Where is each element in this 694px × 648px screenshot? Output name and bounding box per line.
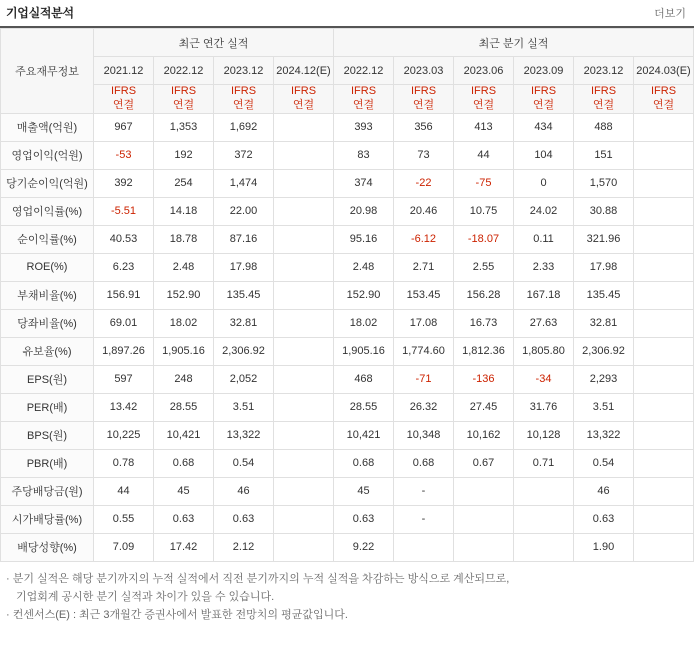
ifrs-header-9: IFRS 연결 (634, 85, 694, 114)
note-line-1: 기업회계 공시한 분기 실적과 차이가 있을 수 있습니다. (16, 590, 275, 603)
row-label: 시가배당률(%) (1, 505, 94, 533)
row-label: 매출액(억원) (1, 113, 94, 141)
cell-value (634, 337, 694, 365)
cell-value: 2,052 (214, 365, 274, 393)
cell-value: - (394, 477, 454, 505)
ifrs-header-row (1, 85, 694, 114)
cell-value: 392 (94, 169, 154, 197)
cell-value: 10,128 (514, 421, 574, 449)
row-label: 순이익률(%) (1, 225, 94, 253)
table-row (1, 533, 694, 561)
cell-value: -6.12 (394, 225, 454, 253)
cell-value: 24.02 (514, 197, 574, 225)
cell-value: 1,692 (214, 113, 274, 141)
cell-value (454, 477, 514, 505)
cell-value: 13.42 (94, 393, 154, 421)
cell-value (634, 421, 694, 449)
row-label: 배당성향(%) (1, 533, 94, 561)
cell-value (274, 365, 334, 393)
cell-value (634, 309, 694, 337)
cell-value: 46 (214, 477, 274, 505)
row-label: 영업이익률(%) (1, 197, 94, 225)
ifrs-header-1: IFRS 연결 (154, 85, 214, 114)
cell-value: 87.16 (214, 225, 274, 253)
cell-value: 1,353 (154, 113, 214, 141)
table-row (1, 281, 694, 309)
cell-value (634, 141, 694, 169)
cell-value (274, 141, 334, 169)
cell-value (274, 169, 334, 197)
cell-value (514, 505, 574, 533)
table-row (1, 505, 694, 533)
cell-value (454, 505, 514, 533)
table-row (1, 141, 694, 169)
cell-value: 1,905.16 (154, 337, 214, 365)
cell-value: 1,805.80 (514, 337, 574, 365)
cell-value: 1,812.36 (454, 337, 514, 365)
period-header-5: 2023.03 (394, 57, 454, 85)
table-row (1, 365, 694, 393)
cell-value: 3.51 (214, 393, 274, 421)
cell-value: 597 (94, 365, 154, 393)
cell-value: 44 (454, 141, 514, 169)
cell-value: 10,421 (154, 421, 214, 449)
ifrs-header-0: IFRS 연결 (94, 85, 154, 114)
corner-label: 주요재무정보 (1, 29, 94, 114)
cell-value: 73 (394, 141, 454, 169)
cell-value: 1,474 (214, 169, 274, 197)
cell-value: 28.55 (334, 393, 394, 421)
row-label: 부채비율(%) (1, 281, 94, 309)
row-label: 영업이익(억원) (1, 141, 94, 169)
cell-value: 0.63 (574, 505, 634, 533)
row-label: ROE(%) (1, 253, 94, 281)
cell-value: 28.55 (154, 393, 214, 421)
cell-value: 153.45 (394, 281, 454, 309)
cell-value: 16.73 (454, 309, 514, 337)
cell-value: -75 (454, 169, 514, 197)
cell-value: 356 (394, 113, 454, 141)
cell-value: 45 (334, 477, 394, 505)
cell-value (514, 477, 574, 505)
cell-value: 2.48 (334, 253, 394, 281)
cell-value: 2.55 (454, 253, 514, 281)
cell-value (274, 281, 334, 309)
ifrs-header-4: IFRS 연결 (334, 85, 394, 114)
period-header-1: 2022.12 (154, 57, 214, 85)
cell-value: 0 (514, 169, 574, 197)
note-line-2: · 컨센서스(E) : 최근 3개월간 증권사에서 발표한 전망치의 평균값입니다. (6, 608, 348, 621)
cell-value: 0.63 (154, 505, 214, 533)
table-row (1, 477, 694, 505)
cell-value: 46 (574, 477, 634, 505)
cell-value: 10,225 (94, 421, 154, 449)
cell-value: 374 (334, 169, 394, 197)
cell-value: 6.23 (94, 253, 154, 281)
table-row (1, 309, 694, 337)
cell-value: 20.98 (334, 197, 394, 225)
group-header-row (1, 29, 694, 57)
cell-value: 13,322 (214, 421, 274, 449)
table-row (1, 421, 694, 449)
cell-value: 2.71 (394, 253, 454, 281)
cell-value: 413 (454, 113, 514, 141)
ifrs-header-6: IFRS 연결 (454, 85, 514, 114)
cell-value: 167.18 (514, 281, 574, 309)
cell-value: 45 (154, 477, 214, 505)
cell-value (274, 337, 334, 365)
cell-value: 151 (574, 141, 634, 169)
cell-value: 32.81 (574, 309, 634, 337)
cell-value (634, 113, 694, 141)
cell-value (634, 533, 694, 561)
cell-value (274, 197, 334, 225)
cell-value: 18.78 (154, 225, 214, 253)
cell-value: 434 (514, 113, 574, 141)
cell-value: 1,570 (574, 169, 634, 197)
table-row (1, 225, 694, 253)
cell-value: 1.90 (574, 533, 634, 561)
period-header-2: 2023.12 (214, 57, 274, 85)
cell-value: 0.63 (334, 505, 394, 533)
cell-value: 254 (154, 169, 214, 197)
cell-value: 0.11 (514, 225, 574, 253)
cell-value: 2,306.92 (574, 337, 634, 365)
cell-value: 44 (94, 477, 154, 505)
cell-value: 18.02 (154, 309, 214, 337)
cell-value: 7.09 (94, 533, 154, 561)
cell-value: 83 (334, 141, 394, 169)
cell-value: -18.07 (454, 225, 514, 253)
cell-value: -53 (94, 141, 154, 169)
table-row (1, 169, 694, 197)
cell-value: 32.81 (214, 309, 274, 337)
ifrs-header-3: IFRS 연결 (274, 85, 334, 114)
table-notes (0, 562, 694, 628)
cell-value (634, 169, 694, 197)
cell-value: - (394, 505, 454, 533)
cell-value (274, 449, 334, 477)
cell-value: 17.08 (394, 309, 454, 337)
cell-value: -136 (454, 365, 514, 393)
cell-value (274, 533, 334, 561)
cell-value: 2,293 (574, 365, 634, 393)
cell-value: 22.00 (214, 197, 274, 225)
cell-value: 69.01 (94, 309, 154, 337)
cell-value (634, 477, 694, 505)
table-row (1, 393, 694, 421)
table-row (1, 253, 694, 281)
cell-value: -5.51 (94, 197, 154, 225)
cell-value (394, 533, 454, 561)
cell-value: 17.98 (574, 253, 634, 281)
cell-value: 156.28 (454, 281, 514, 309)
group-header-annual: 최근 연간 실적 (94, 29, 334, 57)
cell-value (634, 225, 694, 253)
cell-value: 0.68 (394, 449, 454, 477)
period-header-7: 2023.09 (514, 57, 574, 85)
cell-value (274, 113, 334, 141)
row-label: 당기순이익(억원) (1, 169, 94, 197)
row-label: BPS(원) (1, 421, 94, 449)
cell-value: 1,774.60 (394, 337, 454, 365)
ifrs-header-2: IFRS 연결 (214, 85, 274, 114)
cell-value: 18.02 (334, 309, 394, 337)
cell-value: -34 (514, 365, 574, 393)
cell-value: 1,897.26 (94, 337, 154, 365)
cell-value: 0.67 (454, 449, 514, 477)
cell-value: 40.53 (94, 225, 154, 253)
cell-value: -22 (394, 169, 454, 197)
cell-value: 135.45 (574, 281, 634, 309)
cell-value: 372 (214, 141, 274, 169)
cell-value (274, 477, 334, 505)
cell-value: 30.88 (574, 197, 634, 225)
cell-value: 468 (334, 365, 394, 393)
cell-value: 2,306.92 (214, 337, 274, 365)
cell-value: 10.75 (454, 197, 514, 225)
cell-value: 967 (94, 113, 154, 141)
cell-value: 20.46 (394, 197, 454, 225)
cell-value: 3.51 (574, 393, 634, 421)
cell-value (634, 197, 694, 225)
period-header-3: 2024.12(E) (274, 57, 334, 85)
cell-value: 156.91 (94, 281, 154, 309)
cell-value: 0.78 (94, 449, 154, 477)
cell-value: 0.55 (94, 505, 154, 533)
row-label: 유보율(%) (1, 337, 94, 365)
row-label: PBR(배) (1, 449, 94, 477)
note-line-0: · 분기 실적은 해당 분기까지의 누적 실적에서 직전 분기까지의 누적 실적을 차감하는 방식으로 계산되므로, (6, 572, 510, 585)
cell-value (634, 281, 694, 309)
table-row (1, 337, 694, 365)
cell-value: 10,348 (394, 421, 454, 449)
period-header-4: 2022.12 (334, 57, 394, 85)
panel-header (0, 0, 694, 28)
cell-value: 27.45 (454, 393, 514, 421)
cell-value: 0.54 (574, 449, 634, 477)
cell-value: 13,322 (574, 421, 634, 449)
cell-value: 0.71 (514, 449, 574, 477)
cell-value: 2.33 (514, 253, 574, 281)
cell-value: 321.96 (574, 225, 634, 253)
cell-value: 31.76 (514, 393, 574, 421)
table-row (1, 449, 694, 477)
period-header-9: 2024.03(E) (634, 57, 694, 85)
row-label: 당좌비율(%) (1, 309, 94, 337)
cell-value: 17.42 (154, 533, 214, 561)
cell-value: 0.68 (334, 449, 394, 477)
cell-value: 26.32 (394, 393, 454, 421)
table-row (1, 197, 694, 225)
cell-value (454, 533, 514, 561)
row-label: EPS(원) (1, 365, 94, 393)
cell-value: 17.98 (214, 253, 274, 281)
table-body (1, 113, 694, 561)
row-label: PER(배) (1, 393, 94, 421)
cell-value (274, 225, 334, 253)
cell-value (634, 253, 694, 281)
period-header-0: 2021.12 (94, 57, 154, 85)
cell-value: 95.16 (334, 225, 394, 253)
ifrs-header-8: IFRS 연결 (574, 85, 634, 114)
cell-value: 248 (154, 365, 214, 393)
page-title: 기업실적분석 (6, 6, 74, 20)
cell-value: 192 (154, 141, 214, 169)
ifrs-header-7: IFRS 연결 (514, 85, 574, 114)
cell-value (274, 421, 334, 449)
period-header-6: 2023.06 (454, 57, 514, 85)
cell-value: 27.63 (514, 309, 574, 337)
cell-value: 152.90 (334, 281, 394, 309)
cell-value (634, 449, 694, 477)
table-row (1, 113, 694, 141)
cell-value: 152.90 (154, 281, 214, 309)
cell-value: 0.68 (154, 449, 214, 477)
more-link[interactable]: 더보기 (654, 8, 686, 20)
cell-value: 393 (334, 113, 394, 141)
cell-value: -71 (394, 365, 454, 393)
period-header-8: 2023.12 (574, 57, 634, 85)
row-label: 주당배당금(원) (1, 477, 94, 505)
cell-value (634, 505, 694, 533)
cell-value (634, 365, 694, 393)
cell-value (274, 309, 334, 337)
group-header-quarterly: 최근 분기 실적 (334, 29, 694, 57)
cell-value: 10,421 (334, 421, 394, 449)
cell-value: 9.22 (334, 533, 394, 561)
cell-value (634, 393, 694, 421)
table-head (1, 29, 694, 114)
financial-summary-table (0, 28, 694, 562)
cell-value: 2.12 (214, 533, 274, 561)
cell-value: 10,162 (454, 421, 514, 449)
cell-value: 0.63 (214, 505, 274, 533)
period-header-row (1, 57, 694, 85)
cell-value: 135.45 (214, 281, 274, 309)
cell-value (514, 533, 574, 561)
ifrs-header-5: IFRS 연결 (394, 85, 454, 114)
cell-value: 1,905.16 (334, 337, 394, 365)
cell-value: 14.18 (154, 197, 214, 225)
cell-value: 0.54 (214, 449, 274, 477)
cell-value: 104 (514, 141, 574, 169)
cell-value: 2.48 (154, 253, 214, 281)
cell-value: 488 (574, 113, 634, 141)
cell-value (274, 253, 334, 281)
cell-value (274, 505, 334, 533)
cell-value (274, 393, 334, 421)
